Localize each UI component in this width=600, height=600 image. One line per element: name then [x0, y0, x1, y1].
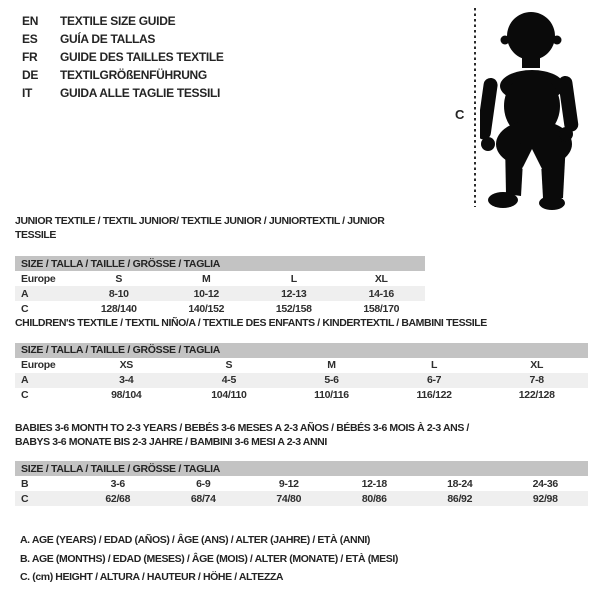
language-code: IT [22, 86, 33, 100]
table-row [15, 388, 588, 403]
size-value-cell: 8-10 [108, 287, 129, 300]
size-value-cell: 68/74 [190, 492, 216, 505]
toddler-silhouette-image [480, 6, 600, 210]
size-value-cell: 92/98 [532, 492, 558, 505]
size-value-cell: 10-12 [193, 287, 219, 300]
junior-table-title [15, 215, 425, 242]
size-value-cell: M [202, 272, 211, 285]
table-title-line: CHILDREN'S TEXTILE / TEXTIL NIÑO/A / TEXTILE DES ENFANTS / KINDERTEXTIL / BAMBINI TESSILE [15, 317, 487, 329]
size-value-cell: 104/110 [211, 389, 247, 401]
footnote-line: C. (cm) HEIGHT / ALTURA / HAUTEUR / HÖHE / ALTEZZA [20, 571, 284, 583]
height-measure-label: C [455, 107, 465, 122]
table-title-line: JUNIOR TEXTILE / TEXTIL JUNIOR/ TEXTILE JUNIOR / JUNIORTEXTIL / JUNIOR TESSILE [15, 215, 385, 241]
language-title-list [22, 12, 224, 102]
table-title-line: BABYS 3-6 MONATE BIS 2-3 JAHRE / BAMBINI 3-6 MESI A 2-3 ANNI [15, 435, 327, 448]
language-row [22, 30, 224, 48]
size-value-cell: 116/122 [416, 389, 452, 401]
size-header-cell: SIZE / TALLA / TAILLE / GRÖSSE / TAGLIA [15, 256, 425, 271]
size-value-cell: 7-8 [529, 374, 544, 386]
height-measure-dotted-line [474, 8, 476, 207]
silhouette-left-arm [480, 77, 498, 140]
silhouette-left-foot [488, 192, 518, 208]
junior-table-section [15, 215, 425, 316]
language-row [22, 84, 224, 102]
language-code: ES [22, 32, 38, 46]
size-value-cell: 152/158 [275, 302, 312, 315]
silhouette-right-foot [539, 196, 565, 210]
silhouette-right-hand [559, 127, 573, 141]
children-size-table [15, 343, 588, 403]
language-row [22, 66, 224, 84]
size-header-cell: SIZE / TALLA / TAILLE / GRÖSSE / TAGLIA [15, 343, 588, 358]
size-value-cell: 3-4 [119, 374, 134, 386]
size-value-cell: 6-7 [426, 374, 442, 386]
footnotes [20, 531, 398, 587]
language-label: GUIDA ALLE TAGLIE TESSILI [60, 86, 221, 100]
language-code: DE [22, 68, 39, 82]
children-table-section [15, 317, 588, 403]
silhouette-left-leg [505, 141, 524, 196]
language-label: GUIDE DES TAILLES TEXTILE [60, 50, 224, 64]
size-value-cell: 140/152 [188, 302, 225, 315]
size-value-cell: 4-5 [221, 374, 237, 386]
size-value-cell: 128/140 [100, 302, 137, 315]
language-label: GUÍA DE TALLAS [60, 32, 156, 46]
size-value-cell: 18-24 [447, 477, 473, 490]
row-label-cell: C [21, 492, 29, 505]
silhouette-right-arm [558, 75, 580, 132]
row-label-cell: C [21, 302, 29, 315]
footnote-line: B. AGE (MONTHS) / EDAD (MESES) / ÂGE (MOIS) / ALTER (MONATE) / ETÀ (MESI) [20, 552, 398, 565]
children-table-title [15, 317, 588, 331]
size-value-cell: 3-6 [110, 477, 125, 490]
table-row [15, 373, 588, 388]
size-header-row [15, 343, 588, 358]
table-row [15, 301, 425, 316]
language-row [22, 48, 224, 66]
language-code: FR [22, 50, 38, 64]
language-row [22, 12, 224, 30]
size-value-cell: XS [119, 359, 133, 371]
size-value-cell: 122/128 [518, 389, 555, 401]
row-label-cell: B [21, 477, 29, 490]
size-header-row [15, 256, 425, 271]
size-header-cell: SIZE / TALLA / TAILLE / GRÖSSE / TAGLIA [15, 461, 588, 476]
size-value-cell: 74/80 [276, 492, 302, 505]
size-value-cell: 6-9 [196, 477, 211, 490]
size-value-cell: 12-13 [281, 287, 307, 300]
language-code: EN [22, 14, 39, 28]
size-value-cell: 12-18 [361, 477, 387, 490]
row-label-cell: Europe [21, 359, 56, 371]
size-value-cell: 86/92 [447, 492, 473, 505]
silhouette-right-leg [540, 141, 566, 198]
size-value-cell: L [431, 359, 438, 371]
table-row [15, 358, 588, 373]
size-value-cell: 110/116 [314, 389, 349, 401]
size-value-cell: 9-12 [278, 477, 299, 490]
row-label-cell: A [21, 287, 29, 300]
table-row [15, 491, 588, 506]
junior-size-table [15, 256, 425, 316]
size-value-cell: XL [374, 272, 388, 285]
babies-table-section [15, 422, 588, 506]
size-value-cell: 5-6 [324, 374, 339, 386]
language-label: TEXTILE SIZE GUIDE [60, 14, 176, 28]
size-value-cell: M [327, 359, 336, 371]
size-value-cell: S [115, 272, 123, 285]
size-value-cell: 98/104 [111, 389, 142, 401]
babies-table-title [15, 422, 588, 449]
size-value-cell: 24-36 [532, 477, 558, 490]
size-value-cell: 14-16 [368, 287, 394, 300]
footnote-line: A. AGE (YEARS) / EDAD (AÑOS) / ÂGE (ANS) / ALTER (JAHRE) / ETÀ (ANNI) [20, 534, 371, 546]
table-row [15, 476, 588, 491]
size-value-cell: L [290, 272, 297, 285]
silhouette-left-hand [481, 137, 495, 151]
babies-size-table [15, 461, 588, 506]
row-label-cell: A [21, 374, 29, 386]
language-label: TEXTILGRÖßENFÜHRUNG [60, 68, 207, 82]
size-header-row [15, 461, 588, 476]
size-value-cell: XL [530, 359, 544, 371]
row-label-cell: Europe [21, 272, 56, 285]
size-value-cell: S [225, 359, 233, 371]
silhouette-neck [522, 52, 540, 68]
table-title-line: BABIES 3-6 MONTH TO 2-3 YEARS / BEBÉS 3-6 MESES A 2-3 AÑOS / BÉBÉS 3-6 MOIS À 2-3 ANS / [15, 422, 469, 434]
size-value-cell: 158/170 [363, 302, 400, 315]
size-value-cell: 62/68 [105, 492, 131, 505]
size-value-cell: 80/86 [361, 492, 387, 505]
table-row [15, 271, 425, 286]
row-label-cell: C [21, 389, 29, 401]
table-row [15, 286, 425, 301]
